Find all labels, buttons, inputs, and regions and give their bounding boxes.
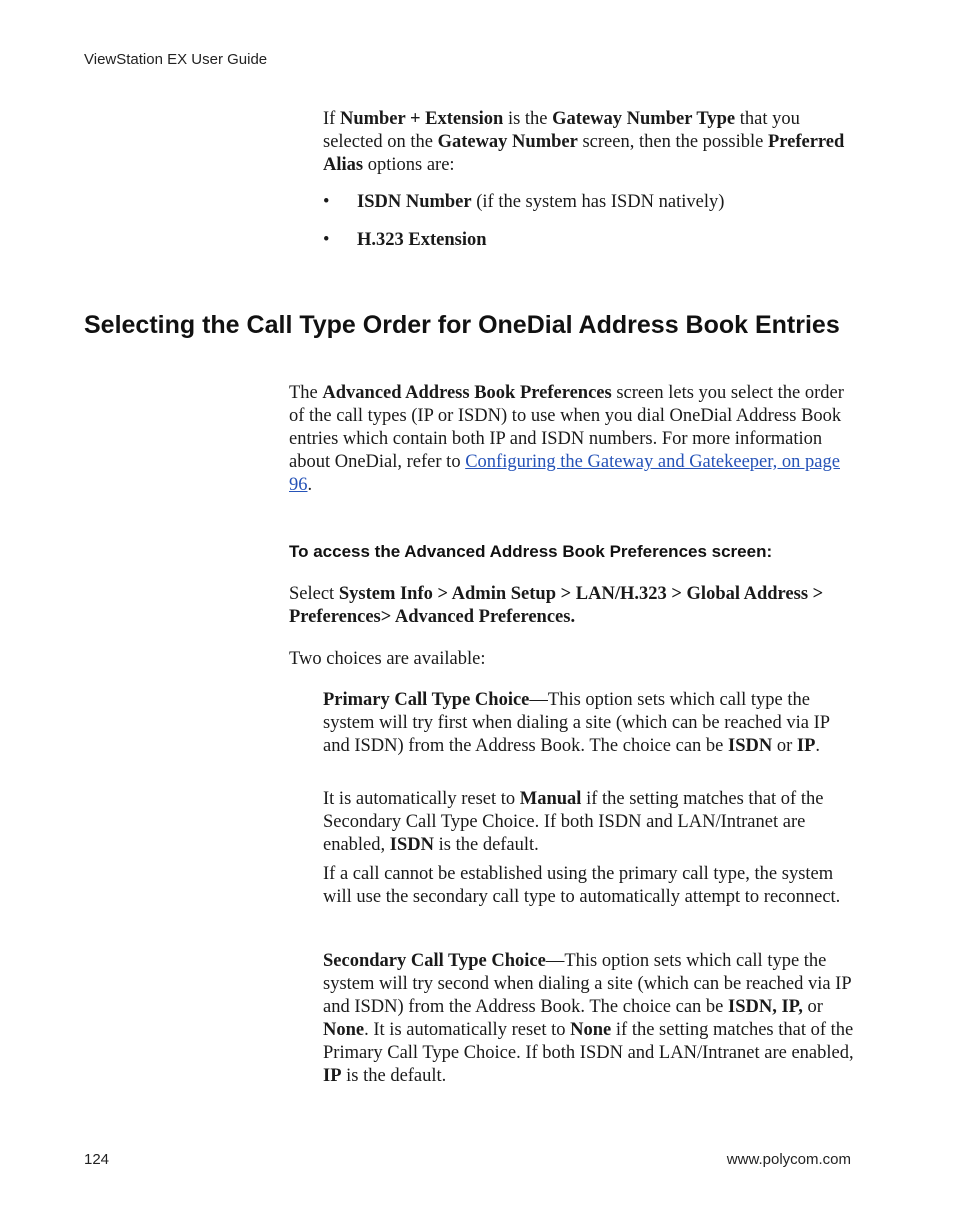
text-run: (if the system has ISDN natively) [471, 192, 725, 212]
text-run: —This option sets which call type the system will try first when dialing a site (which can be reached via IP and ISDN) from the Address Book. The choice can be [323, 690, 830, 756]
bold-term: Manual [519, 789, 582, 809]
bold-term: Primary Call Type Choice [323, 690, 530, 710]
bold-term: Secondary Call Type Choice [323, 951, 546, 971]
bold-term: Preferred Alias [323, 132, 845, 175]
text-run: It is automatically reset to [323, 789, 520, 809]
intro-paragraph [323, 108, 863, 177]
text-run: screen lets you select the order of the call types (IP or ISDN) to use when you dial OneDial Address Book entries which contain both IP and ISDN numbers. For more information about OneDial, refer to [289, 383, 844, 472]
procedure-heading: To access the Advanced Address Book Preferences screen: [289, 542, 773, 561]
text-run: is the default. [434, 835, 539, 855]
text-run: is the default. [341, 1066, 447, 1086]
section-paragraph [289, 382, 854, 497]
bold-term: Gateway Number Type [552, 109, 736, 129]
section-title: Selecting the Call Type Order for OneDial Address Book Entries [84, 311, 840, 339]
bold-term: ISDN, IP, [728, 997, 803, 1017]
bold-term: IP [323, 1066, 342, 1086]
text-run: Two choices are available: [289, 649, 486, 669]
text-run: or [802, 997, 823, 1017]
primary-fallback-paragraph [323, 863, 855, 909]
text-run: screen, then the possible [577, 132, 768, 152]
running-header: ViewStation EX User Guide [84, 51, 268, 68]
cross-reference-link[interactable]: Configuring the Gateway and Gatekeeper, on page 96 [289, 452, 840, 495]
text-run: or [772, 736, 797, 756]
text-run: If [323, 109, 340, 129]
text-run: The [289, 383, 323, 403]
bold-term: ISDN [389, 835, 434, 855]
bold-term: ISDN [728, 736, 773, 756]
text-run: that you selected on the [323, 109, 800, 152]
text-run: —This option sets which call type the system will try second when dialing a site (which can be reached via IP and ISDN) from the Address Book. The choice can be [323, 951, 851, 1017]
primary-reset-paragraph [323, 788, 855, 857]
text-run: if the setting matches that of the Primary Call Type Choice. If both ISDN and LAN/Intranet are enabled, [323, 1020, 854, 1063]
bold-term: None [323, 1020, 365, 1040]
menu-path: System Info > Admin Setup > LAN/H.323 > Global Address > Preferences> Advanced Preferences. [289, 584, 824, 627]
primary-choice-paragraph [323, 689, 855, 758]
bold-term: Number + Extension [339, 109, 504, 129]
bold-term: ISDN Number [357, 192, 472, 212]
bold-term: IP [796, 736, 816, 756]
text-run: . [815, 736, 821, 756]
page-number: 124 [84, 1151, 110, 1168]
text-run: if the setting matches that of the Secondary Call Type Choice. If both ISDN and LAN/Intranet are enabled, [323, 789, 824, 855]
text-run: . [307, 475, 313, 495]
bold-term: None [570, 1020, 612, 1040]
bullet-icon: • [323, 230, 330, 250]
text-run: If a call cannot be established using the primary call type, the system will use the secondary call type to automatically attempt to reconnect. [323, 864, 841, 907]
text-run: options are: [363, 155, 455, 175]
bold-term: H.323 Extension [357, 230, 487, 250]
text-run: is the [503, 109, 553, 129]
website-url: www.polycom.com [726, 1151, 851, 1168]
bold-term: Advanced Address Book Preferences [322, 383, 612, 403]
text-run: Select [289, 584, 339, 604]
bullet-icon: • [323, 192, 330, 212]
text-run: . It is automatically reset to [364, 1020, 571, 1040]
choices-intro [289, 648, 854, 671]
bold-term: Gateway Number [437, 132, 578, 152]
secondary-choice-paragraph [323, 950, 855, 1088]
menu-path-paragraph [289, 583, 854, 629]
